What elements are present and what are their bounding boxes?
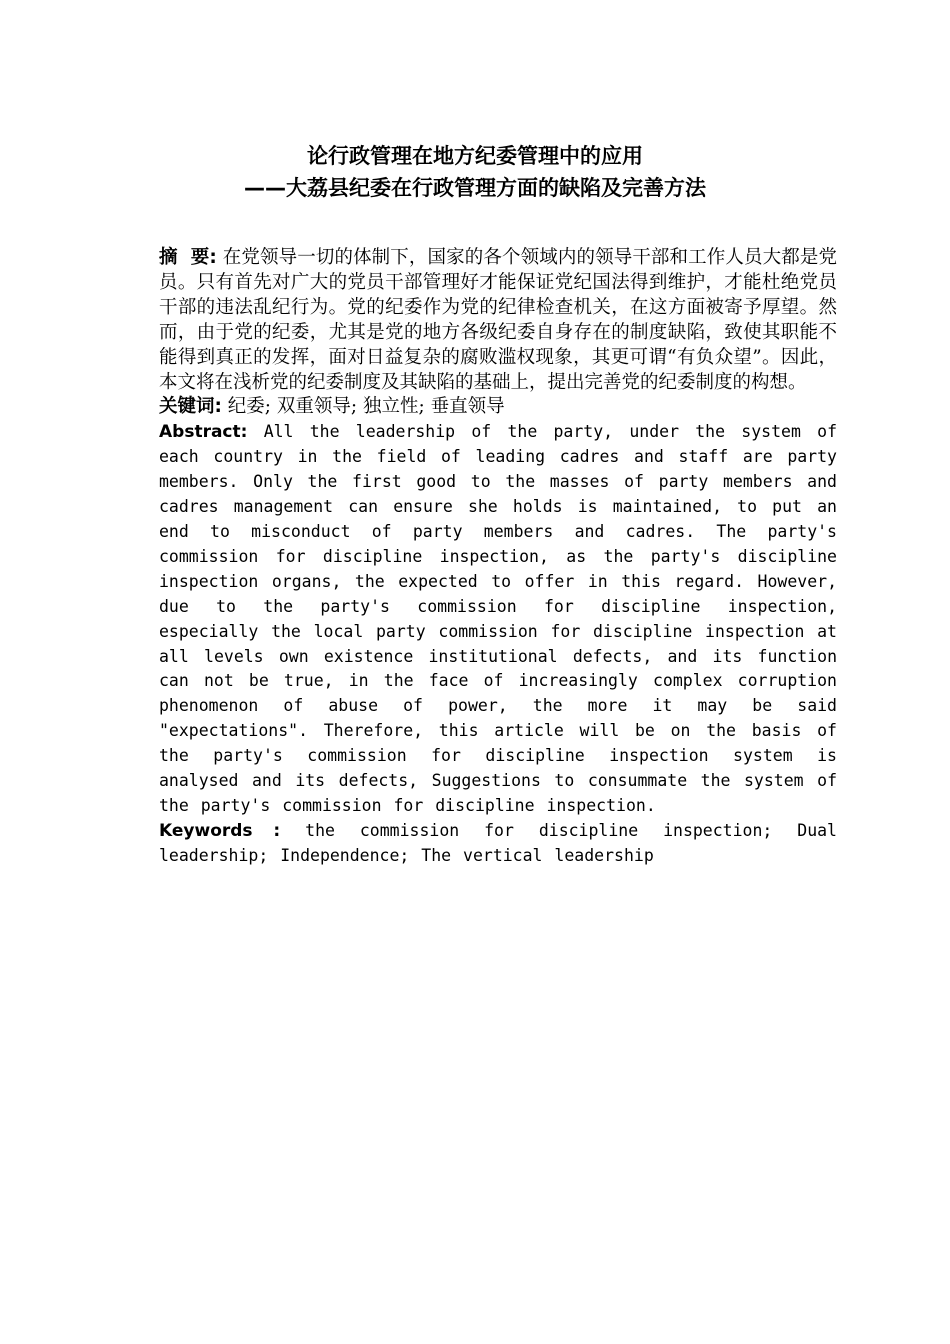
abstract-cn-label: 摘 要:: [159, 247, 217, 268]
keywords-cn-label: 关键词:: [159, 396, 222, 418]
keywords-cn-text: 纪委; 双重领导; 独立性; 垂直领导: [227, 396, 505, 418]
keywords-cn: [159, 395, 837, 420]
keywords-en-text: the commission for discipline inspection; Dual leadership; Independence; The vertical leadership: [159, 820, 837, 865]
keywords-en-label: Keywords :: [159, 820, 281, 841]
title-block: [0, 140, 950, 204]
abstract-en-label: Abstract:: [159, 422, 248, 443]
abstract-en: [159, 420, 837, 819]
abstract-section: [159, 246, 837, 869]
abstract-en-text: All the leadership of the party, under the system of each country in the field of leading cadres and staff are party members. Only the first good to the masses of party members and cadres management can ensure she holds is maintained, to put an end to misconduct of party members and cadres. The party's commission for discipline inspection, as the party's discipline inspection organs, the expected to offer in this regard. However, due to the party's commission for discipline inspection, especially the local party commission for discipline inspection at all levels own existence institutional defects, and its function can not be true, in the face of increasingly complex corruption phenomenon of abuse of power, the more it may be said "expectations". Therefore, this article will be on the basis of the party's commission for discipline inspection system is analysed and its defects, Suggestions to consummate the system of the party's commission for discipline inspection.: [159, 422, 838, 815]
abstract-cn-text: 在党领导一切的体制下，国家的各个领域内的领导干部和工作人员大都是党员。只有首先对广大的党员干部管理好才能保证党纪国法得到维护，才能杜绝党员干部的违法乱纪行为。党的纪委作为党的纪律检查机关，在这方面被寄予厚望。然而，由于党的纪委，尤其是党的地方各级纪委自身存在的制度缺陷，致使其职能不能得到真正的发挥，面对日益复杂的腐败滥权现象，其更可谓“有负众望”。因此，本文将在浅析党的纪委制度及其缺陷的基础上，提出完善党的纪委制度的构想。: [159, 247, 837, 393]
paper-title: 论行政管理在地方纪委管理中的应用: [307, 144, 643, 168]
abstract-cn: [159, 246, 837, 395]
paper-subtitle: ——大荔县纪委在行政管理方面的缺陷及完善方法: [244, 176, 706, 200]
keywords-en: [159, 819, 837, 869]
